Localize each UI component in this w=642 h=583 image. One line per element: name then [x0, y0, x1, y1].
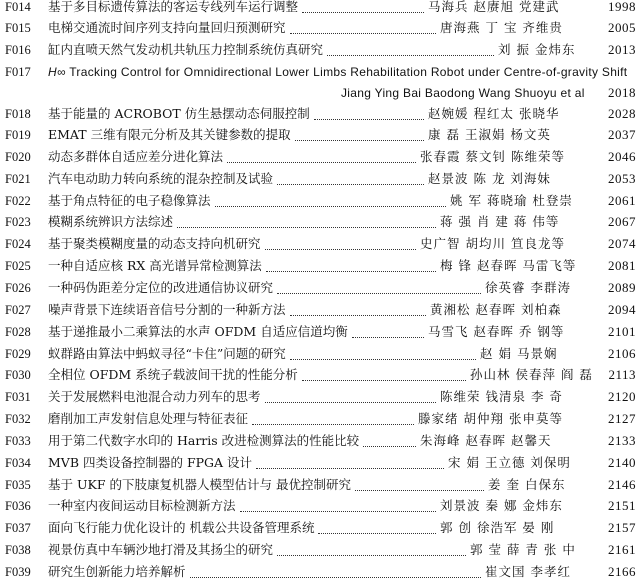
- dot-leader: [302, 12, 424, 13]
- toc-entry[interactable]: [0, 474, 642, 496]
- dot-leader: [277, 293, 481, 294]
- toc-entry[interactable]: [0, 124, 642, 146]
- entry-page: 2151: [608, 498, 636, 513]
- entry-page: 2074: [608, 236, 636, 251]
- entry-authors: 马雪飞 赵春晖 乔 钢等: [428, 324, 565, 339]
- dot-leader: [355, 490, 484, 491]
- entry-authors: 崔文国 李孝红: [485, 564, 571, 579]
- entry-title: 全相位 OFDM 系统子载波间干扰的性能分析: [48, 367, 298, 382]
- dot-leader: [215, 206, 446, 207]
- entry-title: 噪声背景下连续语音信号分割的一种新方法: [48, 302, 286, 317]
- toc-entry[interactable]: [0, 0, 642, 18]
- entry-code: F039: [5, 565, 31, 579]
- dot-leader: [277, 184, 424, 185]
- entry-code: F014: [5, 0, 31, 14]
- entry-title: 基于递推最小二乘算法的水声 OFDM 自适应信道均衡: [48, 324, 348, 339]
- entry-code: F031: [5, 390, 31, 404]
- toc-entry[interactable]: [0, 255, 642, 277]
- toc-entry[interactable]: [0, 430, 642, 452]
- toc-entry[interactable]: [0, 517, 642, 539]
- dot-leader: [265, 402, 436, 403]
- toc-entry[interactable]: [0, 539, 642, 561]
- entry-authors: Jiang Ying Bai Baodong Wang Shuoyu et al: [341, 86, 585, 100]
- toc-entry[interactable]: [0, 146, 642, 168]
- entry-title: 模糊系统辨识方法综述: [48, 214, 174, 229]
- toc-entry[interactable]: [0, 61, 642, 83]
- entry-page: 2005: [608, 20, 636, 35]
- entry-code: F024: [5, 237, 31, 251]
- entry-code: F033: [5, 434, 31, 448]
- entry-page: 2089: [608, 280, 636, 295]
- entry-page: 2094: [608, 302, 636, 317]
- entry-page: 2061: [608, 193, 636, 208]
- entry-code: F023: [5, 215, 31, 229]
- entry-authors: 朱海峰 赵春晖 赵馨天: [420, 433, 552, 448]
- entry-title: 基于能量的 ACROBOT 仿生悬摆动态伺服控制: [48, 106, 310, 121]
- entry-code: F018: [5, 107, 31, 121]
- entry-page: 2127: [608, 411, 636, 426]
- dot-leader: [227, 162, 416, 163]
- entry-page: 2133: [608, 433, 636, 448]
- toc-entry[interactable]: [0, 452, 642, 474]
- entry-page: 2157: [608, 520, 636, 535]
- entry-code: F025: [5, 259, 31, 273]
- entry-page: 2140: [608, 455, 636, 470]
- entry-page: 2053: [608, 171, 636, 186]
- entry-title: 缸内直喷天然气发动机共轨压力控制系统仿真研究: [48, 42, 324, 57]
- dot-leader: [177, 227, 436, 228]
- dot-leader: [277, 555, 466, 556]
- entry-authors: 赵婉媛 程红太 张晓华: [428, 106, 560, 121]
- entry-code: F032: [5, 412, 31, 426]
- dot-leader: [327, 55, 494, 56]
- entry-code: F020: [5, 150, 31, 164]
- toc-entry[interactable]: [0, 495, 642, 517]
- dot-leader: [290, 359, 476, 360]
- entry-code: F035: [5, 478, 31, 492]
- toc-entry[interactable]: [0, 408, 642, 430]
- entry-code: F017: [5, 65, 31, 79]
- entry-page: 2113: [608, 367, 636, 382]
- dot-leader: [240, 511, 436, 512]
- entry-title: 关于发展燃料电池混合动力列车的思考: [48, 389, 261, 404]
- entry-title: 基于聚类模糊度量的动态支持向机研究: [48, 236, 261, 251]
- entry-code: F021: [5, 172, 31, 186]
- entry-authors: 唐海燕 丁 宝 齐维贵: [440, 20, 563, 35]
- entry-authors: 赵景波 陈 龙 刘海妹: [428, 171, 551, 186]
- dot-leader: [295, 140, 424, 141]
- entry-title: 一种自适应核 RX 高光谱异常检测算法: [48, 258, 262, 273]
- entry-authors: 姚 军 蒋晓瑜 杜登崇: [450, 193, 573, 208]
- h-infinity-symbol: H∞: [48, 65, 66, 79]
- entry-authors: 宋 娟 王立德 刘保明: [448, 455, 571, 470]
- entry-code: F034: [5, 456, 31, 470]
- dot-leader: [190, 577, 481, 578]
- dot-leader: [352, 337, 424, 338]
- toc-entry-continuation: [0, 82, 642, 104]
- dot-leader: [290, 33, 436, 34]
- entry-page: 2037: [608, 127, 636, 142]
- entry-code: F028: [5, 325, 31, 339]
- entry-code: F015: [5, 21, 31, 35]
- entry-title: 汽车电动助力转向系统的混杂控制及试验: [48, 171, 274, 186]
- entry-title-text: Tracking Control for Omnidirectional Lower Limbs Rehabilitation Robot under Centre-of-gravity Shift: [69, 65, 628, 79]
- entry-page: 2146: [608, 477, 636, 492]
- toc-entry[interactable]: [0, 168, 642, 190]
- entry-authors: 郭 莹 薛 青 张 中: [470, 542, 576, 557]
- entry-authors: 刘景波 秦 娜 金炜东: [440, 498, 563, 513]
- entry-title: MVB 四类设备控制器的 FPGA 设计: [48, 455, 253, 470]
- entry-code: F019: [5, 128, 31, 142]
- entry-title: 一种码伪距差分定位的改进通信协议研究: [48, 280, 274, 295]
- entry-title: 基于多目标遗传算法的客运专线列车运行调整: [48, 0, 299, 14]
- entry-authors: 陈维荣 钱清泉 李 奇: [440, 389, 563, 404]
- entry-title: 视景仿真中车辆沙地打滑及其扬尘的研究: [48, 542, 274, 557]
- entry-authors: 黄湘松 赵春晖 刘柏森: [430, 302, 562, 317]
- entry-page: 2120: [608, 389, 636, 404]
- entry-code: F029: [5, 347, 31, 361]
- entry-authors: 梅 锋 赵春晖 马雷飞等: [440, 258, 577, 273]
- toc-entry[interactable]: [0, 39, 642, 61]
- entry-code: F026: [5, 281, 31, 295]
- entry-authors: 郭 创 徐浩军 晏 刚: [440, 520, 555, 535]
- dot-leader: [363, 446, 416, 447]
- dot-leader: [314, 119, 424, 120]
- toc-entry[interactable]: [0, 321, 642, 343]
- entry-page: 2081: [608, 258, 636, 273]
- entry-authors: 刘 振 金炜东: [498, 42, 576, 57]
- entry-authors: 滕家绪 胡仲翔 张申莫等: [418, 411, 563, 426]
- entry-code: F037: [5, 521, 31, 535]
- dot-leader: [252, 424, 414, 425]
- entry-authors: 康 磊 王淑娟 杨文英: [428, 127, 551, 142]
- entry-title: 基于角点特征的电子稳像算法: [48, 193, 211, 208]
- entry-authors: 史广智 胡均川 笪良龙等: [420, 236, 565, 251]
- entry-page: 2101: [608, 324, 636, 339]
- entry-page: 1998: [608, 0, 636, 14]
- entry-code: F027: [5, 303, 31, 317]
- toc-entry[interactable]: [0, 364, 642, 386]
- entry-page: 2067: [608, 214, 636, 229]
- dot-leader: [266, 271, 436, 272]
- toc-entry[interactable]: [0, 277, 642, 299]
- toc-entry[interactable]: [0, 386, 642, 408]
- toc-entry[interactable]: [0, 103, 642, 125]
- entry-code: F022: [5, 194, 31, 208]
- toc-entry[interactable]: [0, 561, 642, 583]
- entry-title: 基于 UKF 的下肢康复机器人模型估计与 最优控制研究: [48, 477, 351, 492]
- entry-title: EMAT 三维有限元分析及其关键参数的提取: [48, 127, 291, 142]
- entry-authors: 赵 娟 马景娴: [480, 346, 558, 361]
- entry-title: [48, 61, 627, 83]
- dot-leader: [256, 468, 444, 469]
- entry-page: 2013: [608, 42, 636, 57]
- entry-title: 电梯交通流时间序列支持向量回归预测研究: [48, 20, 286, 35]
- entry-page: 2046: [608, 149, 636, 164]
- entry-title: 动态多群体自适应差分进化算法: [48, 149, 224, 164]
- toc-entry[interactable]: [0, 211, 642, 233]
- entry-authors: 孙山林 侯春萍 阎 磊: [470, 367, 593, 382]
- entry-title: 磨削加工声发射信息处理与特征表征: [48, 411, 249, 426]
- entry-title: 面向飞行能力优化设计的 机载公共设备管理系统: [48, 520, 315, 535]
- toc-entry[interactable]: [0, 190, 642, 212]
- entry-code: F016: [5, 43, 31, 57]
- toc-entry[interactable]: [0, 343, 642, 365]
- dot-leader: [265, 249, 416, 250]
- toc-entry[interactable]: [0, 233, 642, 255]
- entry-code: F036: [5, 499, 31, 513]
- dot-leader: [290, 315, 426, 316]
- entry-page: 2106: [608, 346, 636, 361]
- entry-code: F038: [5, 543, 31, 557]
- entry-authors: 姜 奎 白保东: [488, 477, 566, 492]
- entry-authors: 张春霞 蔡文钊 陈维荣等: [420, 149, 565, 164]
- dot-leader: [318, 533, 436, 534]
- entry-authors: 徐英睿 李群涛: [485, 280, 571, 295]
- toc-entry[interactable]: [0, 17, 642, 39]
- entry-page: 2028: [608, 106, 636, 121]
- entry-authors: 马海兵 赵赓旭 党建武: [428, 0, 560, 14]
- entry-title: 一种室内夜间运动目标检测新方法: [48, 498, 236, 513]
- entry-page: 2166: [608, 564, 636, 579]
- entry-title: 研究生创新能力培养解析: [48, 564, 186, 579]
- entry-title: 蚁群路由算法中蚂蚁寻径“卡住”问题的研究: [48, 346, 286, 361]
- entry-page: 2018: [608, 85, 636, 100]
- entry-title: 用于第二代数字水印的 Harris 改进检测算法的性能比较: [48, 433, 360, 448]
- dot-leader: [302, 380, 466, 381]
- toc-entry[interactable]: [0, 299, 642, 321]
- entry-page: 2161: [608, 542, 636, 557]
- entry-authors: 蒋 强 肖 建 蒋 伟等: [440, 214, 560, 229]
- entry-code: F030: [5, 368, 31, 382]
